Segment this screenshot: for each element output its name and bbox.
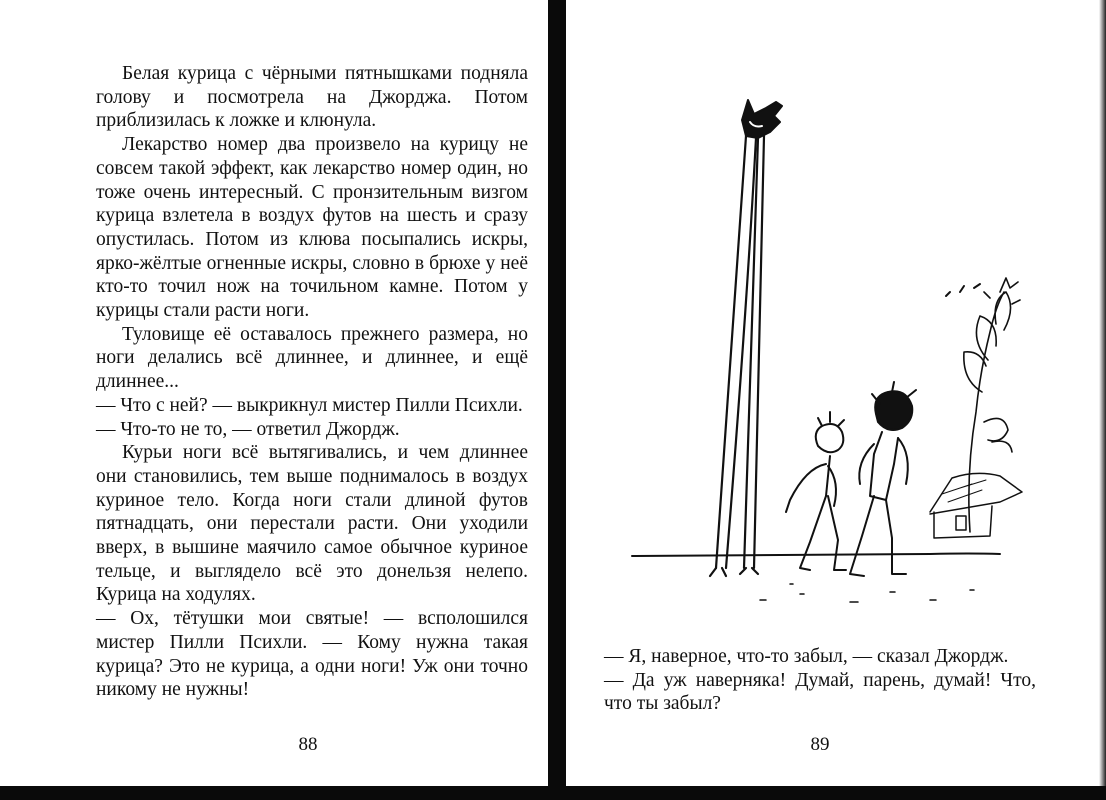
- dialogue-line: — Ох, тётушки мои святые! — всполошился мистер Пилли Психли. — Кому нужна такая курица? Это не курица, а одни ноги! Уж они точно никому не нужны!: [96, 608, 528, 701]
- man-figure: [850, 382, 916, 576]
- left-page-text: [96, 62, 528, 702]
- ground: [632, 554, 1000, 603]
- tree: [946, 278, 1020, 532]
- page-number-left: 88: [298, 734, 318, 755]
- book-gutter: [548, 0, 566, 800]
- george-figure: [786, 412, 846, 570]
- paragraph: Туловище её оставалось прежнего размера, но ноги делались всё длиннее, и длиннее, и ещё длиннее...: [96, 323, 528, 393]
- dialogue-line: — Что-то не то, — ответил Джордж.: [96, 418, 400, 440]
- paragraph: Лекарство номер два произвело на курицу не совсем такой эффект, как лекарство номер один, но тоже очень интересный. С пронзительным визгом курица взлетела в воздух футов на шесть и сразу опустилась. Потом из клюва посыпались искры, ярко-жёлтые огненные искры, словно в брюхе у неё кто-то точил нож на точильном камне. Потом у курицы стали расти ноги.: [96, 134, 528, 322]
- scan-bottom-border: [0, 786, 1106, 800]
- left-page: [0, 0, 548, 786]
- house: [930, 473, 1022, 538]
- paragraph: Белая курица с чёрными пятнышками подняла голову и посмотрела на Джорджа. Потом приблизилась к ложке и клюнула.: [96, 63, 528, 132]
- chicken-on-stilt-legs-illustration: [630, 92, 1040, 612]
- chicken-legs: [710, 136, 764, 576]
- page-number-right: 89: [810, 734, 830, 755]
- chicken-body: [742, 100, 782, 138]
- paragraph: Курьи ноги всё вытягивались, и чем длиннее они становились, тем выше поднималось в воздух куриное тело. Когда ноги стали длиной футов пятнадцать, они перестали расти. Они уходили вверх, в вышине маячило самое обычное куриное тельце, и выглядело всё это донельзя нелепо. Курица на ходулях.: [96, 442, 528, 606]
- right-page-text: [604, 645, 1036, 716]
- dialogue-line: — Что с ней? — выкрикнул мистер Пилли Психли.: [96, 394, 523, 416]
- dialogue-line: — Я, наверное, что-то забыл, — сказал Джордж.: [604, 646, 1009, 667]
- dialogue-line: — Да уж наверняка! Думай, парень, думай! Что, что ты забыл?: [604, 669, 1036, 715]
- page-edge-shadow: [1099, 0, 1106, 800]
